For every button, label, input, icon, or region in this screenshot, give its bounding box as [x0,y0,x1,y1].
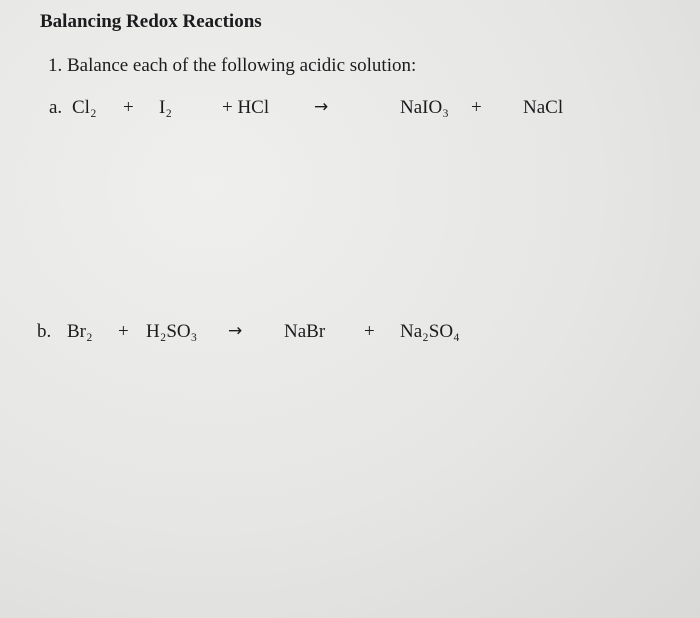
page-title: Balancing Redox Reactions [40,11,262,32]
reactant-term: Br₂ [67,321,93,342]
reactant-term: + HCl [222,97,270,118]
product-term: NaBr [284,321,326,342]
product-term: NaCl [523,97,564,118]
reaction-arrow: → [314,97,329,117]
plus-sign: + [123,97,134,118]
reaction-arrow: → [228,321,243,341]
plus-sign: + [471,97,482,118]
reactant-term: H₂SO₃ [146,321,198,342]
equation-label: a. [49,97,63,118]
product-term: Na₂SO₄ [400,321,460,342]
reactant-term: I₂ [159,97,172,118]
question-instruction: 1. Balance each of the following acidic solution: [48,55,417,76]
equation-label: b. [37,321,52,342]
plus-sign: + [364,321,375,342]
product-term: NaIO₃ [400,97,449,118]
reactant-term: Cl₂ [72,97,97,118]
plus-sign: + [118,321,129,342]
